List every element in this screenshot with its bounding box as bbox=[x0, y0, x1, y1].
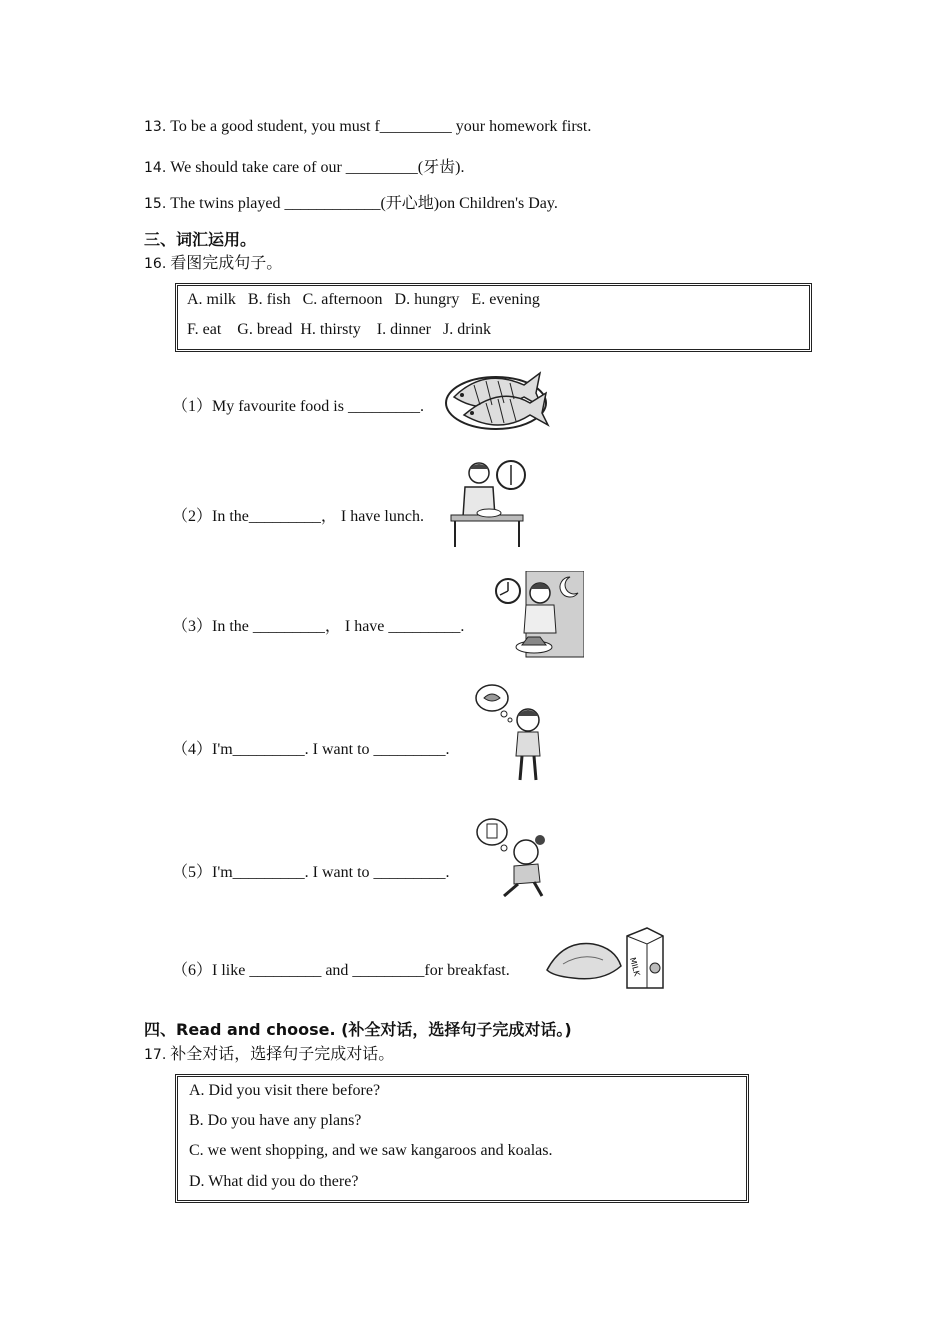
question-13: 13. To be a good student, you must f_________ your homework first. bbox=[144, 118, 592, 135]
word-bank-line-2: F. eat G. bread H. thirsty I. dinner J. drink bbox=[187, 321, 491, 338]
item-6-sentence: （6）I like _________ and _________for breakfast. bbox=[172, 962, 510, 979]
section-4-title: 四、Read and choose. (补全对话，选择句子完成对话。) bbox=[144, 1020, 572, 1039]
option-c: C. we went shopping, and we saw kangaroos and koalas. bbox=[189, 1142, 553, 1159]
question-14: 14. We should take care of our _________(牙齿). bbox=[144, 159, 465, 176]
question-15: 15. The twins played ____________(开心地)on Children's Day. bbox=[144, 195, 558, 212]
item-3-sentence: （3）In the _________， I have _________. bbox=[172, 618, 465, 635]
section-3-title: 三、词汇运用。 bbox=[144, 230, 257, 249]
options-box bbox=[175, 1074, 749, 1203]
item-2-sentence: （2）In the_________， I have lunch. bbox=[172, 508, 424, 525]
question-16-instruction: 16. 看图完成句子。 bbox=[144, 255, 283, 272]
option-d: D. What did you do there? bbox=[189, 1173, 359, 1190]
question-17-instruction: 17. 补全对话，选择句子完成对话。 bbox=[144, 1046, 395, 1063]
item-4-sentence: （4）I'm_________. I want to _________. bbox=[172, 741, 450, 758]
option-b: B. Do you have any plans? bbox=[189, 1112, 362, 1129]
dinner-night-icon bbox=[494, 571, 584, 659]
lunch-clock-icon bbox=[449, 459, 527, 549]
item-5-sentence: （5）I'm_________. I want to _________. bbox=[172, 864, 450, 881]
word-bank-box bbox=[175, 283, 812, 352]
word-bank-line-1: A. milk B. fish C. afternoon D. hungry E. evening bbox=[187, 291, 540, 308]
option-a: A. Did you visit there before? bbox=[189, 1082, 381, 1099]
milk-carton-text: MILK bbox=[627, 956, 642, 978]
bread-milk-icon bbox=[543, 926, 673, 992]
item-1-sentence: （1）My favourite food is _________. bbox=[172, 398, 424, 415]
thirsty-girl-icon bbox=[474, 816, 554, 900]
hungry-boy-icon bbox=[474, 682, 548, 782]
fish-plate-icon bbox=[444, 357, 550, 433]
